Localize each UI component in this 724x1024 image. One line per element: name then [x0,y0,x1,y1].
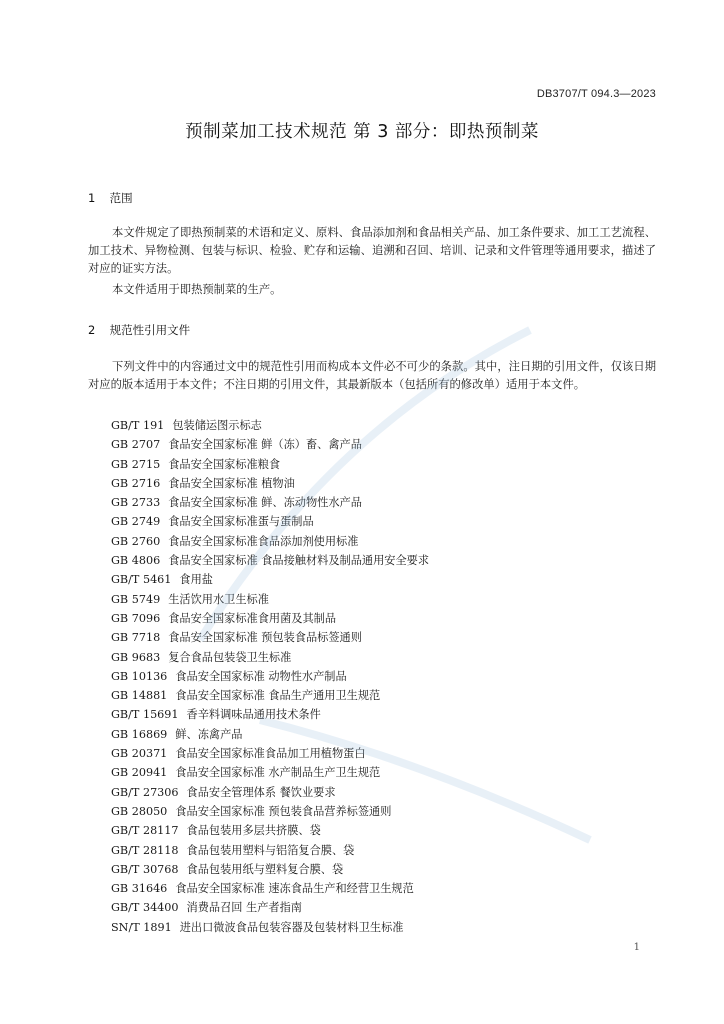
reference-code: GB/T 34400 [111,901,179,915]
reference-item [111,879,429,898]
reference-code: GB 4806 [111,554,161,568]
reference-name: 鲜、冻禽产品 [175,727,243,741]
reference-name: 食品安全国家标准 食品生产通用卫生规范 [175,689,381,703]
reference-item [111,648,429,667]
reference-code: GB 7096 [111,611,161,625]
reference-name: 食用盐 [179,573,213,587]
reference-item [111,783,429,802]
reference-name: 食品安全国家标准 水产制品生产卫生规范 [175,766,381,780]
reference-item [111,493,429,512]
references-intro: 下列文件中的内容通过文中的规范性引用而构成本文件必不可少的条款。其中，注日期的引用文件，仅该日期对应的版本适用于本文件；不注日期的引用文件，其最新版本（包括所有的修改单）适用于本文件。 [88,360,656,392]
reference-item [111,725,429,744]
section-2-heading [88,322,190,338]
reference-code: GB 31646 [111,882,168,896]
reference-name: 食品包装用多层共挤膜、袋 [186,824,321,838]
reference-code: GB 20941 [111,766,168,780]
reference-name: 食品安全国家标准 动物性水产制品 [175,669,347,683]
reference-item [111,416,429,435]
reference-name: 食品安全管理体系 餐饮业要求 [186,785,336,799]
reference-code: GB 10136 [111,669,168,683]
reference-code: GB 20371 [111,747,168,761]
reference-item [111,570,429,589]
reference-name: 食品安全国家标准食品加工用植物蛋白 [175,747,366,761]
reference-code: GB 2749 [111,515,161,529]
reference-item [111,898,429,917]
section-2-title: 规范性引用文件 [109,323,191,337]
reference-name: 复合食品包装袋卫生标准 [168,650,292,664]
section-1-title: 范围 [109,191,133,205]
reference-code: GB/T 28118 [111,843,179,857]
reference-item [111,686,429,705]
reference-name: 包装储运图示标志 [172,419,262,432]
reference-name: 食品安全国家标准蛋与蛋制品 [168,515,314,529]
reference-code: GB 14881 [111,689,168,703]
reference-item [111,860,429,879]
reference-name: 食品包装用纸与塑料复合膜、袋 [186,862,344,876]
reference-item [111,590,429,609]
section-1-number: 1 [88,191,96,205]
reference-item [111,551,429,570]
reference-item [111,609,429,628]
reference-item [111,628,429,647]
reference-code: SN/T 1891 [111,920,172,934]
reference-code: GB/T 191 [111,419,165,432]
reference-name: 食品安全国家标准食品添加剂使用标准 [168,534,359,548]
reference-item [111,821,429,840]
reference-name: 食品安全国家标准 预包装食品营养标签通则 [175,804,392,818]
reference-code: GB 9683 [111,650,161,664]
reference-item [111,455,429,474]
reference-list [111,416,429,937]
reference-item [111,918,429,937]
reference-item [111,802,429,821]
reference-code: GB 2715 [111,457,161,471]
reference-item [111,744,429,763]
page-number: 1 [633,942,640,953]
reference-item [111,763,429,782]
reference-item [111,435,429,454]
reference-code: GB 7718 [111,631,161,645]
reference-name: 消费品召回 生产者指南 [186,901,302,915]
reference-item [111,474,429,493]
reference-code: GB 5749 [111,592,161,606]
reference-name: 食品安全国家标准 植物油 [168,476,295,490]
reference-name: 食品安全国家标准粮食 [168,457,281,471]
reference-name: 生活饮用水卫生标准 [168,592,269,606]
reference-item [111,532,429,551]
reference-code: GB 2707 [111,438,161,452]
reference-name: 食品安全国家标准 食品接触材料及制品通用安全要求 [168,554,430,568]
document-code: DB3707/T 094.3—2023 [536,88,656,100]
reference-item [111,705,429,724]
reference-code: GB 2716 [111,476,161,490]
reference-name: 香辛料调味品通用技术条件 [186,708,321,722]
reference-name: 食品安全国家标准食用菌及其制品 [168,611,337,625]
reference-code: GB 16869 [111,727,168,741]
scope-paragraph-2: 本文件适用于即热预制菜的生产。 [112,283,282,296]
reference-code: GB/T 28117 [111,824,179,838]
reference-code: GB/T 30768 [111,862,179,876]
reference-name: 食品安全国家标准 鲜、冻动物性水产品 [168,496,362,510]
reference-code: GB/T 15691 [111,708,179,722]
reference-name: 食品安全国家标准 鲜（冻）畜、禽产品 [168,438,362,452]
document-title: 预制菜加工技术规范 第 3 部分：即热预制菜 [185,122,539,142]
reference-code: GB/T 5461 [111,573,172,587]
reference-code: GB 2760 [111,534,161,548]
reference-item [111,667,429,686]
reference-code: GB/T 27306 [111,785,179,799]
reference-item [111,512,429,531]
section-2-number: 2 [88,323,96,337]
reference-name: 食品安全国家标准 速冻食品生产和经营卫生规范 [175,882,414,896]
reference-item [111,841,429,860]
reference-name: 进出口微波食品包装容器及包装材料卫生标准 [179,920,404,934]
reference-name: 食品安全国家标准 预包装食品标签通则 [168,631,362,645]
reference-code: GB 28050 [111,804,168,818]
scope-paragraph-1: 本文件规定了即热预制菜的术语和定义、原料、食品添加剂和食品相关产品、加工条件要求、加工工艺流程、加工技术、异物检测、包装与标识、检验、贮存和运输、追溯和召回、培训、记录和文件管理等通用要求，描述了对应的证实方法。 [88,226,656,276]
reference-name: 食品包装用塑料与铝箔复合膜、袋 [186,843,355,857]
section-1-heading [88,190,133,206]
reference-code: GB 2733 [111,496,161,510]
